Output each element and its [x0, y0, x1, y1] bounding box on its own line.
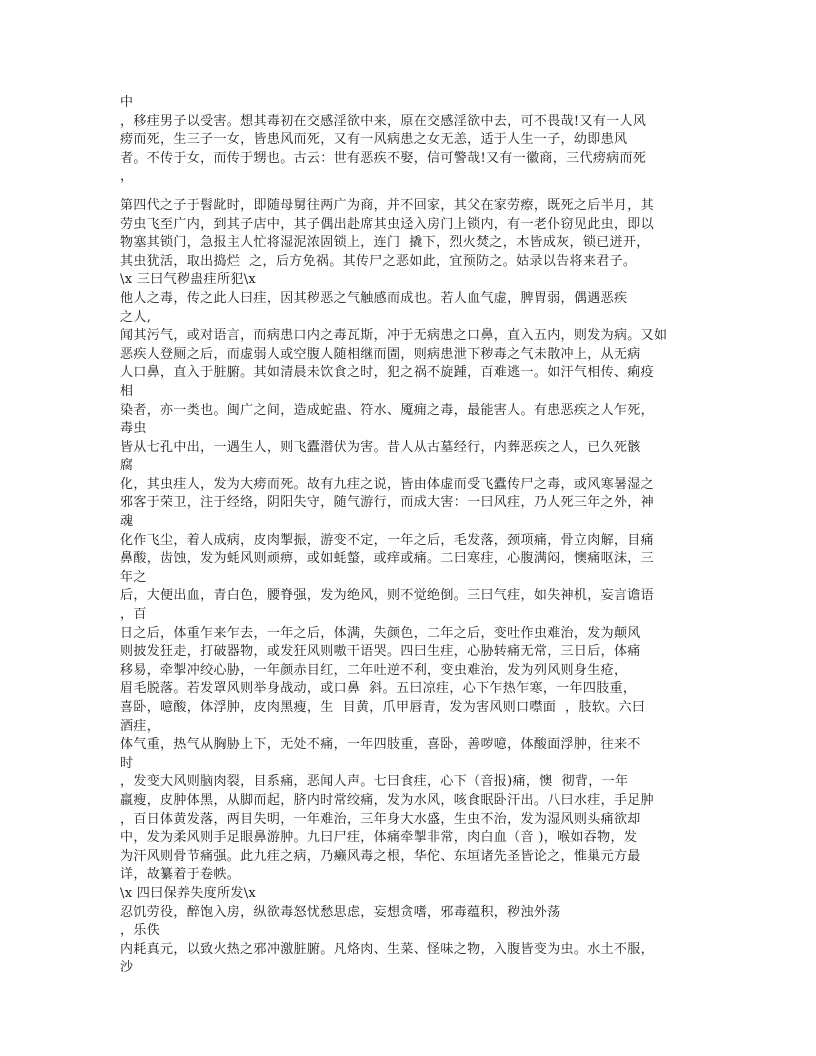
text-line: 劳虫飞至广内，到其子店中，其子偶出赴席其虫迳入房门上锁内，有一老仆窃见此虫，即以: [120, 216, 655, 232]
text-line: 闻其污气，或对语言，而病患口内之毒瓦斯，冲于无病患之口鼻，直入五内，则发为病。又如: [120, 328, 668, 344]
text-line: 忍饥劳役，醉饱入房，纵欲毒怒忧愁思虑，妄想贪嗜，邪毒蕴积，秽浊外荡: [120, 904, 561, 920]
text-line: ，百: [120, 607, 147, 623]
text-line: 皆从七孔中出，一遇生人，则飞蠹潜伏为害。昔人从古墓经行，内葬恶疾之人，已久死骸: [120, 439, 641, 455]
text-line: 则披发狂走，打破器物，或发狂风则嗷干语哭。四曰生疰，心胁转痛无常，三日后，体痛: [120, 644, 641, 660]
text-line: ，发变大风则脑肉裂，目系痛，恶闻人声。七曰食疰，心下（音报)痛，懊 彻背，一年: [120, 774, 629, 790]
text-line: 第四代之子于髫龀时，即随母舅往两广为商，并不回家，其父在家劳瘵，既死之后半月，其: [120, 197, 655, 213]
text-line: 中，发为柔风则手足眼鼻游肿。九曰尸疰，体痛牵掣非常，肉白血（音 )，喉如吞物，发: [120, 830, 638, 846]
text-line: 酒疰，: [120, 718, 161, 734]
text-line: ，百日体黄发落，两目失明，一年难治，三年身大水盛，生虫不治，发为湿风则头痛欲却: [120, 811, 641, 827]
text-line: 体气重，热气从胸胁上下，无处不痛，一年四肢重，喜卧，善哕噫，体酸面浮肿，往来不: [120, 737, 641, 753]
text-line: 痨而死，生三子一女，皆患风而死，又有一风病患之女无恙，适于人生一子，幼即患风: [120, 132, 628, 148]
text-line: 相: [120, 383, 134, 399]
text-line: 年之: [120, 569, 147, 585]
text-line: 化，其虫疰人，发为大痨而死。故有九疰之说，皆由体虚而受飞蠹传尸之毒，或风寒暑湿之: [120, 476, 655, 492]
text-line: 人口鼻，直入于脏腑。其如清晨未饮食之时，犯之祸不旋踵，百难逃一。如汗气相传、痢疫: [120, 365, 655, 381]
text-line: ，移疰男子以受害。想其毒初在交感淫欲中来，原在交感淫欲中去，可不畏哉!又有一人风: [120, 113, 647, 129]
text-line: 其虫犹活，取出捣烂 之，后方免祸。其传尸之恶如此，宜预防之。姑录以告将来君子。: [120, 253, 637, 269]
text-line: 中: [120, 95, 134, 110]
text-line: 邪客于荣卫，注于经络，阴阳失守，随气游行，而成大害：一曰风疰，乃人死三年之外，神: [120, 495, 655, 511]
text-line: 腐: [120, 458, 134, 474]
text-line: \x 三曰气秽蛊疰所犯\x: [120, 272, 257, 288]
document-body-text: [120, 94, 698, 978]
text-line: 时: [120, 755, 134, 771]
text-line: 毒虫: [120, 421, 147, 437]
text-line: 眉毛脱落。若发罩风则举身战动，或口鼻 斜。五曰凉疰，心下乍热乍寒，一年四肢重，: [120, 681, 637, 697]
text-line: 移易，牵掣冲绞心胁，一年颜赤目红，二年吐逆不利，变虫难治，发为列风则身生疮，: [120, 662, 628, 678]
text-line: 详，故纂着于卷帙。: [120, 867, 241, 883]
text-line: 鼻酸，齿蚀，发为蚝风则顽痹，或如蚝螫，或痒或痛。二曰寒疰，心腹满闷，懊痛呕沫，三: [120, 551, 655, 567]
text-line: \x 四曰保养失度所发\x: [120, 885, 257, 901]
text-line: 他人之毒，传之此人曰疰，因其秽恶之气触感而成也。若人血气虚，脾胃弱，偶遇恶疾: [120, 290, 628, 306]
text-line: 沙: [120, 960, 134, 976]
text-line: 之人,: [120, 309, 152, 325]
text-line: [120, 187, 698, 197]
text-line: 为汗风则骨节痛强。此九疰之病，乃癞风毒之根，华佗、东垣诸先圣皆论之，惟巢元方最: [120, 848, 641, 864]
text-line: 恶疾人登厕之后，而虚弱人或空腹人随相继而圊，则病患泄下秽毒之气未散冲上，从无病: [120, 346, 641, 362]
text-line: 后，大便出血，青白色，腰脊强，发为绝风，则不觉绝倒。三曰气疰，如失神机，妄言谵语: [120, 588, 655, 604]
text-line: ，: [120, 169, 134, 185]
text-line: 化作飞尘，着人成病，皮肉掣振，游变不定，一年之后，毛发落，颈项痛，骨立肉解，目痛: [120, 532, 655, 548]
text-line: 者。不传于女，而传于甥也。古云：世有恶疾不娶，信可警哉!又有一徽商，三代痨病而死: [120, 150, 647, 166]
text-line: 日之后，体重乍来乍去，一年之后，体满，失颜色，二年之后，变吐作虫难治，发为颠风: [120, 625, 641, 641]
text-line: 羸瘦，皮肿体黑，从脚而起，脐内时常绞痛，发为水风，咳食眠卧汗出。八曰水疰，手足肿: [120, 792, 655, 808]
text-line: 内耗真元，以致火热之邪冲激脏腑。凡烙肉、生菜、怪味之物，入腹皆变为虫。水土不服，: [120, 941, 655, 957]
text-line: 喜卧，噫酸，体浮肿，皮肉黑瘦，生 目黄，爪甲唇青，发为害风则口噤面 ，肢软。六曰: [120, 700, 646, 715]
text-line: ，乐佚: [120, 923, 161, 939]
text-line: 物塞其锁门，急报主人忙将湿泥浓固锁上，连门 撬下，烈火焚之，木皆成灰，锁已迸开，: [120, 235, 650, 251]
text-line: 染者，亦一类也。闽广之间，造成蛇蛊、符水、魇痈之毒，最能害人。有患恶疾之人乍死，: [120, 402, 655, 418]
text-line: 魂: [120, 514, 134, 530]
